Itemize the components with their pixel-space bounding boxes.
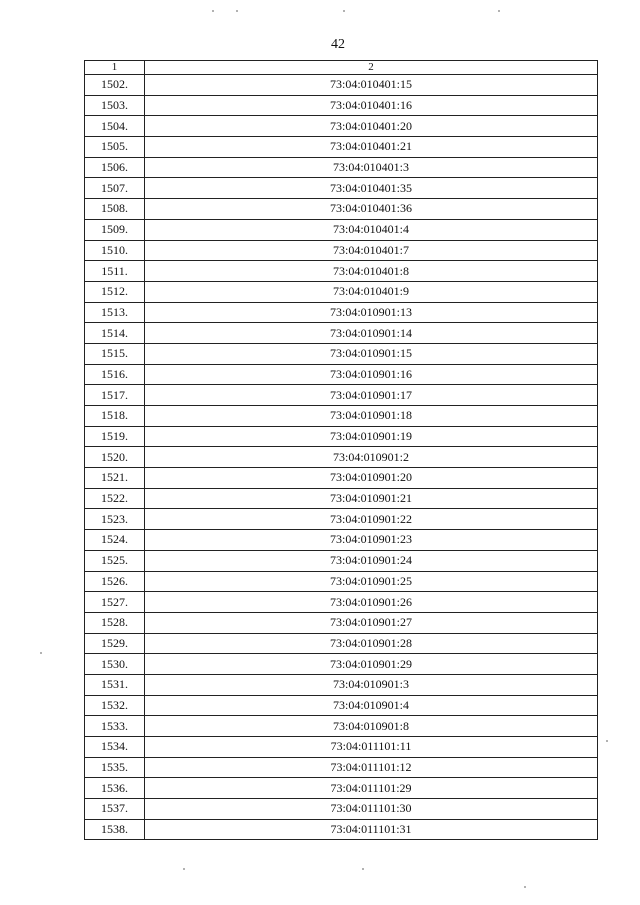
cadastral-number: 73:04:010901:22 bbox=[145, 509, 598, 530]
table-row bbox=[85, 323, 598, 344]
table-row bbox=[85, 468, 598, 489]
row-number: 1527. bbox=[85, 592, 145, 613]
cadastral-number: 73:04:010901:17 bbox=[145, 385, 598, 406]
table-row bbox=[85, 364, 598, 385]
row-number: 1538. bbox=[85, 819, 145, 840]
table-body bbox=[85, 75, 598, 840]
row-number: 1533. bbox=[85, 716, 145, 737]
row-number: 1510. bbox=[85, 240, 145, 261]
row-number: 1509. bbox=[85, 219, 145, 240]
row-number: 1505. bbox=[85, 137, 145, 158]
cadastral-number: 73:04:011101:30 bbox=[145, 799, 598, 820]
table-row bbox=[85, 488, 598, 509]
table-row bbox=[85, 75, 598, 96]
cadastral-number: 73:04:010901:13 bbox=[145, 302, 598, 323]
scan-speck bbox=[236, 10, 238, 12]
page-number: 42 bbox=[331, 37, 345, 52]
row-number: 1514. bbox=[85, 323, 145, 344]
cadastral-number: 73:04:010401:36 bbox=[145, 199, 598, 220]
table-row bbox=[85, 240, 598, 261]
table-row bbox=[85, 447, 598, 468]
table-row bbox=[85, 426, 598, 447]
row-number: 1523. bbox=[85, 509, 145, 530]
cadastral-number: 73:04:010401:21 bbox=[145, 137, 598, 158]
table-row bbox=[85, 281, 598, 302]
cadastral-number: 73:04:010401:20 bbox=[145, 116, 598, 137]
scan-speck bbox=[606, 740, 608, 742]
scan-speck bbox=[40, 652, 42, 654]
cadastral-number: 73:04:011101:12 bbox=[145, 757, 598, 778]
table-row bbox=[85, 674, 598, 695]
row-number: 1525. bbox=[85, 550, 145, 571]
table-row bbox=[85, 778, 598, 799]
row-number: 1536. bbox=[85, 778, 145, 799]
row-number: 1530. bbox=[85, 654, 145, 675]
scan-speck bbox=[362, 868, 364, 870]
cadastral-number: 73:04:010401:9 bbox=[145, 281, 598, 302]
cadastral-table bbox=[84, 60, 598, 840]
scan-speck bbox=[183, 868, 185, 870]
row-number: 1518. bbox=[85, 406, 145, 427]
cadastral-number: 73:04:010901:21 bbox=[145, 488, 598, 509]
cadastral-number: 73:04:010901:4 bbox=[145, 695, 598, 716]
table-row bbox=[85, 633, 598, 654]
cadastral-number: 73:04:010901:3 bbox=[145, 674, 598, 695]
table-row bbox=[85, 737, 598, 758]
cadastral-number: 73:04:010901:28 bbox=[145, 633, 598, 654]
row-number: 1508. bbox=[85, 199, 145, 220]
cadastral-number: 73:04:010901:15 bbox=[145, 343, 598, 364]
cadastral-number: 73:04:010901:19 bbox=[145, 426, 598, 447]
cadastral-number: 73:04:010401:35 bbox=[145, 178, 598, 199]
cadastral-number: 73:04:010401:8 bbox=[145, 261, 598, 282]
cadastral-number: 73:04:010401:7 bbox=[145, 240, 598, 261]
row-number: 1522. bbox=[85, 488, 145, 509]
row-number: 1521. bbox=[85, 468, 145, 489]
row-number: 1513. bbox=[85, 302, 145, 323]
column-header-number: 1 bbox=[85, 61, 145, 75]
row-number: 1519. bbox=[85, 426, 145, 447]
row-number: 1531. bbox=[85, 674, 145, 695]
cadastral-number: 73:04:010901:14 bbox=[145, 323, 598, 344]
cadastral-number: 73:04:010901:2 bbox=[145, 447, 598, 468]
row-number: 1507. bbox=[85, 178, 145, 199]
row-number: 1528. bbox=[85, 612, 145, 633]
column-header-code: 2 bbox=[145, 61, 598, 75]
cadastral-number: 73:04:010401:16 bbox=[145, 95, 598, 116]
table-row bbox=[85, 157, 598, 178]
table-row bbox=[85, 302, 598, 323]
header-row bbox=[85, 61, 598, 75]
scan-speck bbox=[498, 10, 500, 12]
cadastral-number: 73:04:011101:11 bbox=[145, 737, 598, 758]
row-number: 1534. bbox=[85, 737, 145, 758]
table-row bbox=[85, 592, 598, 613]
cadastral-number: 73:04:010901:27 bbox=[145, 612, 598, 633]
cadastral-number: 73:04:010901:8 bbox=[145, 716, 598, 737]
table-row bbox=[85, 550, 598, 571]
scan-speck bbox=[343, 10, 345, 12]
table-row bbox=[85, 716, 598, 737]
table-row bbox=[85, 757, 598, 778]
row-number: 1503. bbox=[85, 95, 145, 116]
row-number: 1532. bbox=[85, 695, 145, 716]
table-row bbox=[85, 509, 598, 530]
table-row bbox=[85, 219, 598, 240]
row-number: 1535. bbox=[85, 757, 145, 778]
row-number: 1512. bbox=[85, 281, 145, 302]
table-header bbox=[85, 61, 598, 75]
row-number: 1515. bbox=[85, 343, 145, 364]
table-row bbox=[85, 819, 598, 840]
row-number: 1511. bbox=[85, 261, 145, 282]
row-number: 1506. bbox=[85, 157, 145, 178]
cadastral-number: 73:04:010901:25 bbox=[145, 571, 598, 592]
table-row bbox=[85, 654, 598, 675]
table-row bbox=[85, 406, 598, 427]
cadastral-number: 73:04:011101:29 bbox=[145, 778, 598, 799]
table-row bbox=[85, 530, 598, 551]
table-row bbox=[85, 137, 598, 158]
table-row bbox=[85, 612, 598, 633]
row-number: 1524. bbox=[85, 530, 145, 551]
row-number: 1526. bbox=[85, 571, 145, 592]
cadastral-number: 73:04:010401:15 bbox=[145, 75, 598, 96]
table-row bbox=[85, 343, 598, 364]
scan-speck bbox=[524, 886, 526, 888]
cadastral-number: 73:04:011101:31 bbox=[145, 819, 598, 840]
row-number: 1529. bbox=[85, 633, 145, 654]
cadastral-number: 73:04:010401:3 bbox=[145, 157, 598, 178]
table-row bbox=[85, 95, 598, 116]
table-row bbox=[85, 695, 598, 716]
cadastral-number: 73:04:010901:26 bbox=[145, 592, 598, 613]
row-number: 1502. bbox=[85, 75, 145, 96]
cadastral-number: 73:04:010901:16 bbox=[145, 364, 598, 385]
cadastral-number: 73:04:010901:20 bbox=[145, 468, 598, 489]
cadastral-number: 73:04:010901:18 bbox=[145, 406, 598, 427]
row-number: 1516. bbox=[85, 364, 145, 385]
cadastral-number: 73:04:010901:23 bbox=[145, 530, 598, 551]
cadastral-number: 73:04:010401:4 bbox=[145, 219, 598, 240]
table-row bbox=[85, 571, 598, 592]
scan-speck bbox=[212, 10, 214, 12]
row-number: 1517. bbox=[85, 385, 145, 406]
cadastral-number: 73:04:010901:29 bbox=[145, 654, 598, 675]
cadastral-number: 73:04:010901:24 bbox=[145, 550, 598, 571]
table-row bbox=[85, 799, 598, 820]
table-row bbox=[85, 385, 598, 406]
table-row bbox=[85, 199, 598, 220]
row-number: 1537. bbox=[85, 799, 145, 820]
row-number: 1520. bbox=[85, 447, 145, 468]
table-row bbox=[85, 178, 598, 199]
table-row bbox=[85, 261, 598, 282]
row-number: 1504. bbox=[85, 116, 145, 137]
table-row bbox=[85, 116, 598, 137]
